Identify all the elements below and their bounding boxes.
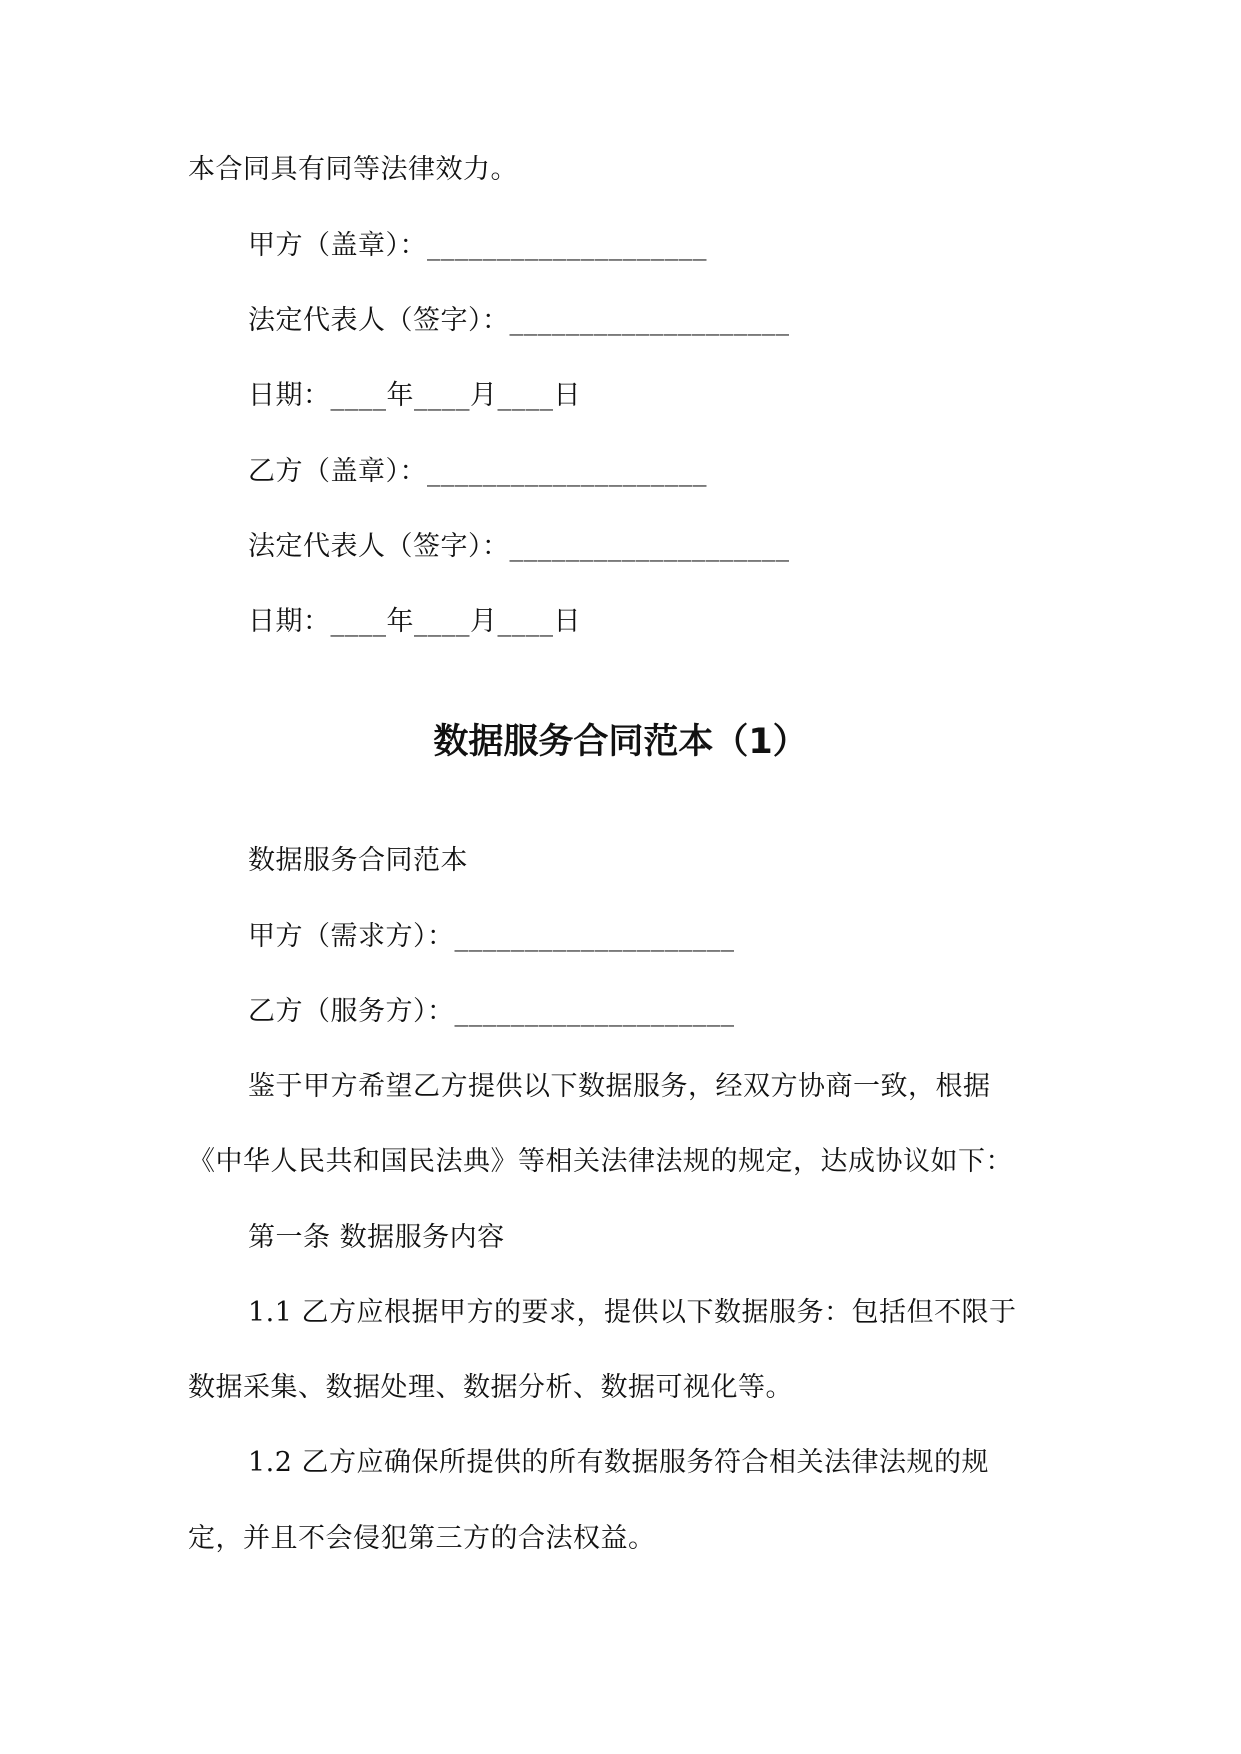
preamble-line-2: 《中华人民共和国民法典》等相关法律法规的规定，达成协议如下： [188,1146,1013,1177]
clause-1-1-line-2: 数据采集、数据处理、数据分析、数据可视化等。 [188,1372,793,1403]
document-subtitle: 数据服务合同范本 [248,845,468,876]
preamble-line-1: 鉴于甲方希望乙方提供以下数据服务，经双方协商一致，根据 [248,1071,991,1102]
party-b-seal-line: 乙方（盖章）：____________________ [248,456,707,487]
party-a-representative-line: 法定代表人（签字）：____________________ [248,305,790,336]
document-title: 数据服务合同范本（1） [433,722,808,762]
clause-1-1-line-1: 1.1 乙方应根据甲方的要求，提供以下数据服务：包括但不限于 [248,1297,1017,1328]
closing-text: 本合同具有同等法律效力。 [188,154,518,185]
article-1-heading: 第一条 数据服务内容 [248,1222,505,1253]
clause-1-2-line-1: 1.2 乙方应确保所提供的所有数据服务符合相关法律法规的规 [248,1447,990,1478]
party-b-date-line: 日期：____年____月____日 [248,606,581,637]
party-b-line: 乙方（服务方）：____________________ [248,996,735,1027]
party-b-representative-line: 法定代表人（签字）：____________________ [248,531,790,562]
clause-1-2-line-2: 定，并且不会侵犯第三方的合法权益。 [188,1523,656,1554]
party-a-line: 甲方（需求方）：____________________ [248,921,735,952]
party-a-date-line: 日期：____年____月____日 [248,380,581,411]
party-a-seal-line: 甲方（盖章）：____________________ [248,230,707,261]
